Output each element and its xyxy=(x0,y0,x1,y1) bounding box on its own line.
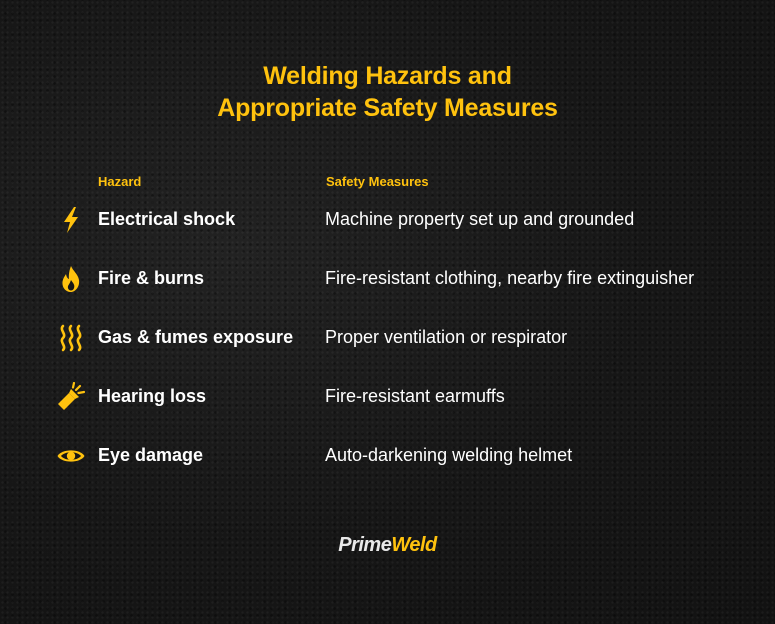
hazard-row-gas-fumes xyxy=(0,321,775,357)
hazard-label: Eye damage xyxy=(98,445,204,465)
hazard-row-eye-damage xyxy=(0,439,775,475)
hazard-row-hearing-loss xyxy=(0,380,775,416)
hazard-row-fire-burns xyxy=(0,262,775,298)
hazard-label: Electrical shock xyxy=(98,209,236,229)
safety-measures-column-header: Safety Measures xyxy=(326,174,429,189)
title-line-2: Appropriate Safety Measures xyxy=(217,94,558,122)
hazard-label: Gas & fumes exposure xyxy=(98,327,294,347)
title-line-1: Welding Hazards and xyxy=(263,62,512,90)
primeweld-logo xyxy=(0,534,775,557)
megaphone-icon xyxy=(56,382,86,412)
safety-measure-text: Machine property set up and grounded xyxy=(325,209,635,229)
eye-icon xyxy=(56,441,86,471)
logo-weld-text: Weld xyxy=(391,534,437,556)
hazard-row-electrical-shock xyxy=(0,203,775,239)
safety-measure-text: Fire-resistant clothing, nearby fire extinguisher xyxy=(325,268,695,288)
page-title xyxy=(0,60,775,124)
fumes-icon xyxy=(56,323,86,353)
hazard-label: Hearing loss xyxy=(98,386,207,406)
lightning-bolt-icon xyxy=(56,205,86,235)
logo-prime-text: Prime xyxy=(338,534,392,556)
hazard-column-header: Hazard xyxy=(98,174,142,189)
hazard-label: Fire & burns xyxy=(98,268,205,288)
safety-measure-text: Auto-darkening welding helmet xyxy=(325,445,573,465)
safety-measure-text: Proper ventilation or respirator xyxy=(325,327,568,347)
safety-measure-text: Fire-resistant earmuffs xyxy=(325,386,505,406)
flame-icon xyxy=(56,264,86,294)
